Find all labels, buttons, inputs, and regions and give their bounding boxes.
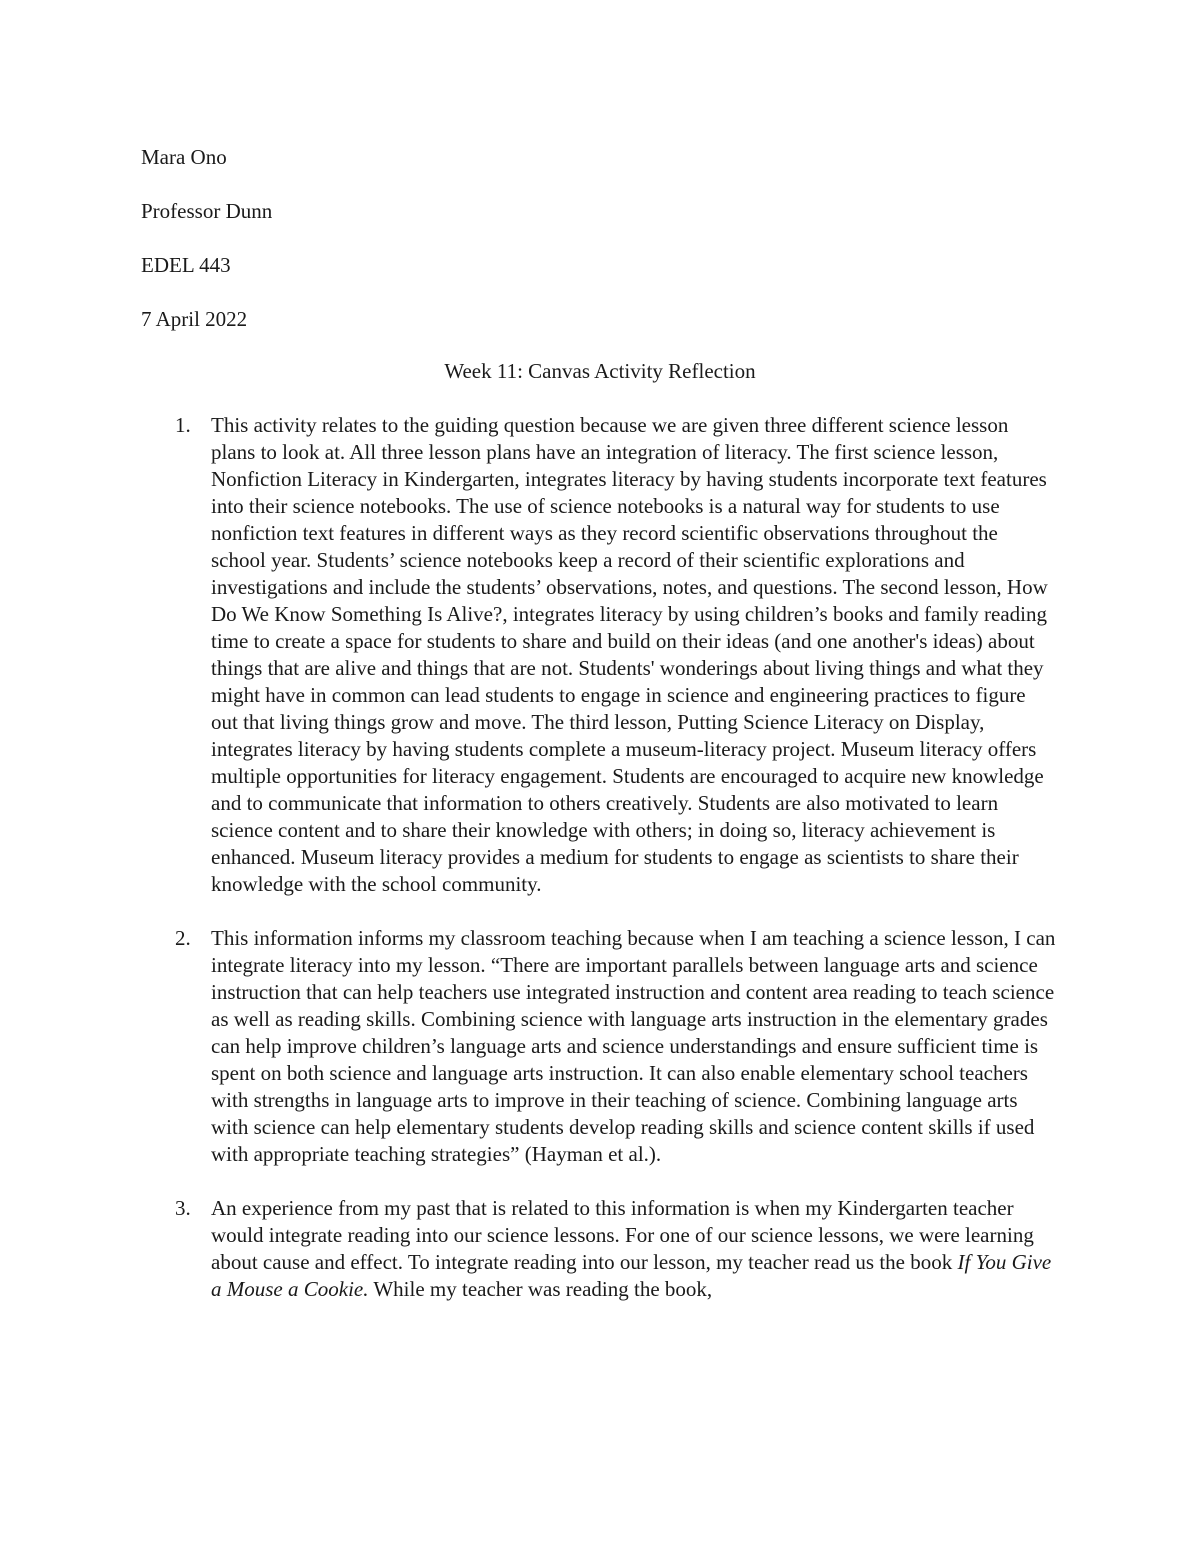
course-code: EDEL 443 [141, 253, 231, 277]
item-text: This activity relates to the guiding question because we are given three different science lesson plans to look at. All three lesson plans have an integration of literacy. The first science lesson, Nonfiction Literacy in Kindergarten, integrates literacy by having students incorporate text features into their science notebooks. The use of science notebooks is a natural way for students to use nonfiction text features in different ways as they record scientific observations throughout the school year. Students’ science notebooks keep a record of their scientific explorations and investigations and include the students’ observations, notes, and questions. The second lesson, How Do We Know Something Is Alive?, integrates literacy by using children’s books and family reading time to create a space for students to share and build on their ideas (and one another's ideas) about things that are alive and things that are not. Students' wonderings about living things and what they might have in common can lead students to engage in science and engineering practices to figure out that living things grow and move. The third lesson, Putting Science Literacy on Display, integrates literacy by having students complete a museum-literacy project. Museum literacy offers multiple opportunities for literacy engagement. Students are encouraged to acquire new knowledge and to communicate that information to others creatively. Students are also motivated to learn science content and to share their knowledge with others; in doing so, literacy achievement is enhanced. Museum literacy provides a medium for students to engage as scientists to share their knowledge with the school community. [211, 413, 1048, 896]
item-number: 2. [175, 926, 191, 950]
list-item-2 [0, 925, 1200, 1168]
book-title: If You Give a Mouse a Cookie. [211, 1250, 1052, 1301]
reflection-list [0, 412, 1200, 1330]
list-item-3 [0, 1195, 1200, 1303]
item-number: 1. [175, 413, 191, 437]
student-name: Mara Ono [141, 145, 227, 169]
item-text-before: An experience from my past that is related to this information is when my Kindergarten teacher would integrate reading into our science lessons. For one of our science lessons, we were learning about cause and effect. To integrate reading into our lesson, my teacher read us the book [211, 1196, 1034, 1274]
item-text: This information informs my classroom teaching because when I am teaching a science lesson, I can integrate literacy into my lesson. “There are important parallels between language arts and science instruction that can help teachers use integrated instruction and content area reading to teach science as well as reading skills. Combining science with language arts instruction in the elementary grades can help improve children’s language arts and science understandings and ensure sufficient time is spent on both science and language arts instruction. It can also enable elementary school teachers with strengths in language arts to improve in their teaching of science. Combining language arts with science can help elementary students develop reading skills and science content skills if used with appropriate teaching strategies” (Hayman et al.). [211, 926, 1056, 1166]
document-title: Week 11: Canvas Activity Reflection [444, 359, 756, 383]
document-date: 7 April 2022 [141, 307, 248, 331]
item-text-after: While my teacher was reading the book, [368, 1277, 713, 1301]
item-number: 3. [175, 1196, 191, 1220]
professor-name: Professor Dunn [141, 199, 273, 223]
list-item-1 [0, 412, 1200, 898]
item-text [211, 1195, 1057, 1303]
